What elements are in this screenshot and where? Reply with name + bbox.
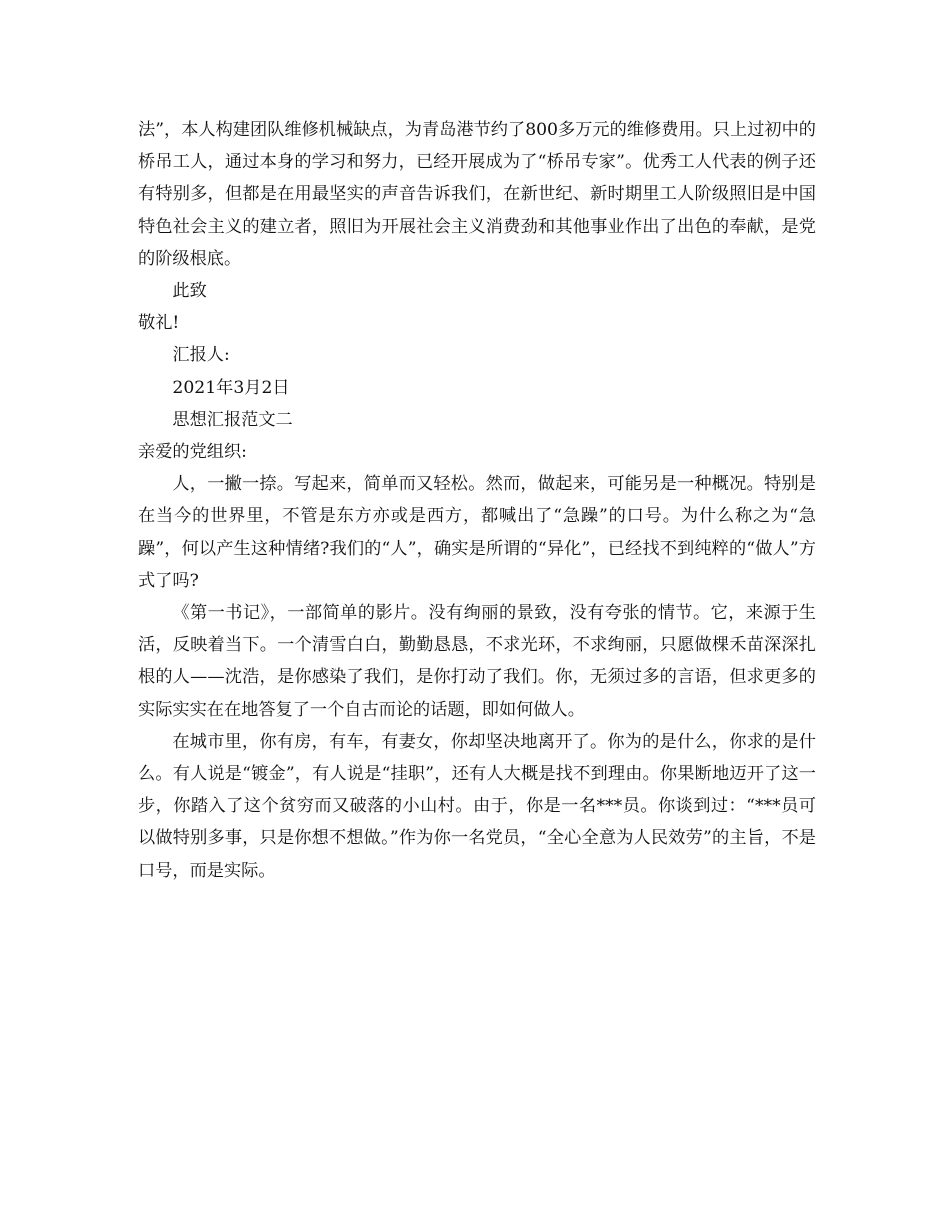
reporter-label: 汇报人: (172, 345, 230, 366)
paragraph-4: 在城市里，你有房，有车，有妻女，你却坚决地离开了。你为的是什么，你求的是什么。有人说是“镀金”，有人说是“挂职”，还有人大概是找不到理由。你果断地迈开了这一步，你踏入了这个贫穷而又破落的小山村。由于，你是一名***员。你谈到过：“***员可以做特别多事，只是你想不想做。”作为你一名党员，“全心全意为人民效劳”的主旨，不是口号，而是实际。 (138, 731, 816, 881)
paragraph-1: 法”，本人构建团队维修机械缺点，为青岛港节约了800多万元的维修费用。只上过初中的桥吊工人，通过本身的学习和努力，已经开展成为了“桥吊专家”。优秀工人代表的例子还有特别多，但都是在用最坚实的声音告诉我们，在新世纪、新时期里工人阶级照旧是中国特色社会主义的建立者，照旧为开展社会主义消费劲和其他事业作出了出色的奉献，是党的阶级根底。 (138, 120, 816, 269)
report-date: 2021年3月2日 (172, 377, 290, 398)
document-body (138, 114, 816, 887)
paragraph-2: 人，一撇一捺。写起来，简单而又轻松。然而，做起来，可能另是一种概况。特别是在当今的世界里，不管是东方亦或是西方，都喊出了“急躁”的口号。为什么称之为“急躁”，何以产生这种情绪?我们的“人”，确实是所谓的“异化”，已经找不到纯粹的“做人”方式了吗? (138, 474, 816, 591)
closing-regards: 敬礼! (138, 313, 180, 334)
closing-salutation: 此致 (172, 281, 207, 302)
letter-greeting: 亲爱的党组织: (138, 442, 247, 463)
paragraph-3: 《第一书记》，一部简单的影片。没有绚丽的景致，没有夸张的情节。它，来源于生活，反映着当下。一个清雪白白，勤勤恳恳，不求光环，不求绚丽，只愿做棵禾苗深深扎根的人——沈浩，是你感染了我们，是你打动了我们。你，无须过多的言语，但求更多的实际实实在在地答复了一个自古而论的话题，即如何做人。 (138, 603, 816, 720)
section-title: 思想汇报范文二 (172, 409, 293, 430)
